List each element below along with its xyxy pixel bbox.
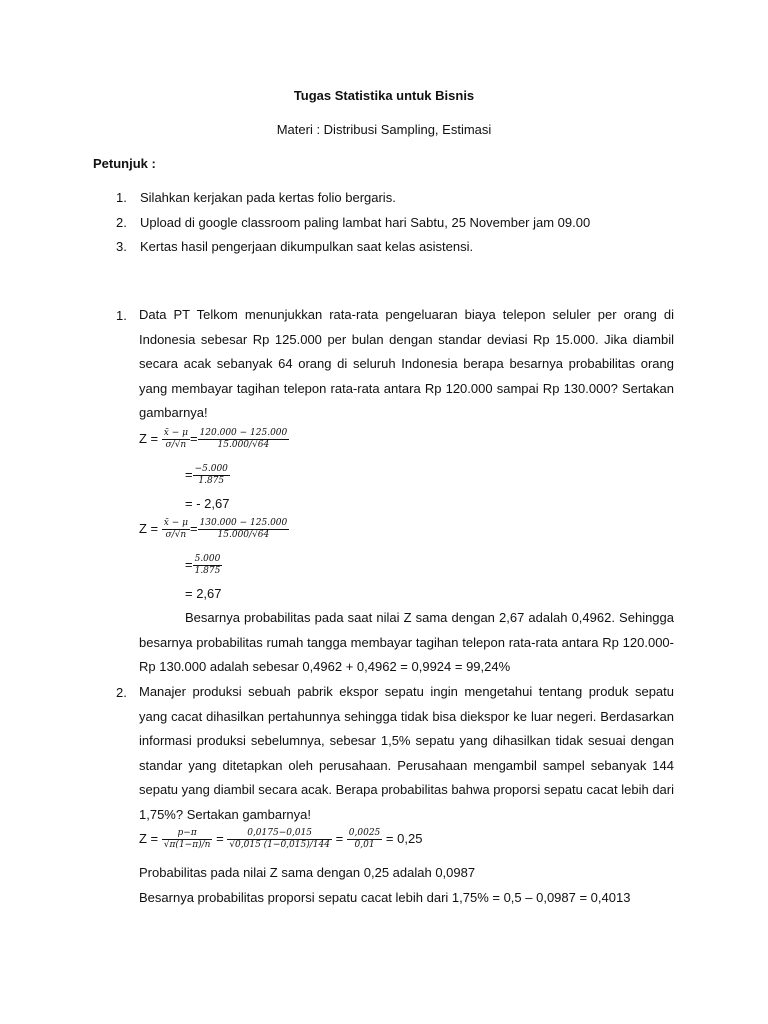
q2-result: = 0,25 <box>385 830 423 846</box>
q1-result-1: = - 2,67 <box>185 496 230 511</box>
instructions-heading: Petunjuk : <box>93 156 156 171</box>
q2-line-2: Besarnya probabilitas proporsi sepatu cacat lebih dari 1,75% = 0,5 – 0,0987 = 0,4013 <box>139 890 631 905</box>
question-2-text: Manajer produksi sebuah pabrik ekspor sepatu ingin mengetahui tentang produk sepatu yang cacat dihasilkan pertahunnya sehingga tidak bisa diekspor ke luar negeri. Berdasarkan informasi produksi sebelumnya, sebesar 1,5% sepatu yang dihasilkan tidak sesuai dengan standar yang ditetapkan oleh perusahaan. Perusahaan mengambil sampel sebanyak 144 sepatu yang diambil secara acak. Berapa probabilitas bahwa proporsi sepatu cacat lebih dari 1,75%? Sertakan gambarnya! <box>139 684 674 822</box>
q1-fraction-1: $\frac{120.000 - 125.000}{15.000/√64}$ <box>199 428 288 450</box>
question-2-number: 2. <box>116 685 127 700</box>
proportion-formula: $\frac{p-\pi}{√\pi(1-\pi)/n}$ <box>163 828 211 850</box>
instruction-number: 1. <box>116 190 127 205</box>
q1-equation-2: Z = $\frac{x̄ - \mu}{\sigma/√n}$ = $\frac{130.000 - 125.000}{15.000/√64}$ <box>139 518 288 540</box>
instruction-number: 2. <box>116 215 127 230</box>
question-1-text: Data PT Telkom menunjukkan rata-rata pengeluaran biaya telepon seluler per orang di Indonesia sebesar Rp 125.000 per bulan dengan standar deviasi Rp 15.000. Jika diambil secara acak sebanyak 64 orang di seluruh Indonesia berapa besarnya probabilitas orang yang membayar tagihan telepon rata-rata antara Rp 120.000 sampai Rp 130.000? Sertakan gambarnya! <box>139 307 674 420</box>
instruction-item <box>116 190 396 205</box>
instruction-text: Kertas hasil pengerjaan dikumpulkan saat kelas asistensi. <box>140 239 474 254</box>
q2-fraction: $\frac{0,0175-0,015}{√0,015 (1-0,015)/144}$ <box>229 828 330 850</box>
q1-simplified-2: $\frac{5.000}{1.875}$ <box>194 554 221 576</box>
q1-result-2: = 2,67 <box>185 586 222 601</box>
document-title: Tugas Statistika untuk Bisnis <box>293 88 475 103</box>
z-label: Z = <box>139 430 159 446</box>
q2-equation: Z = $\frac{p-\pi}{√\pi(1-\pi)/n}$ = $\frac{0,0175-0,015}{√0,015 (1-0,015)/144}$ = $\frac{0,0025}{0,01}$ = 0,25 <box>139 828 423 850</box>
q2-simplified: $\frac{0,0025}{0,01}$ <box>348 828 381 850</box>
question-1-number: 1. <box>116 308 127 323</box>
q1-fraction-2: $\frac{130.000 - 125.000}{15.000/√64}$ <box>199 518 288 540</box>
z-formula: $\frac{x̄ - \mu}{\sigma/√n}$ <box>163 518 188 540</box>
document-subtitle: Materi : Distribusi Sampling, Estimasi <box>276 122 492 137</box>
q1-step-1: = $\frac{-5.000}{1.875}$ <box>185 464 228 486</box>
instruction-text: Upload di google classroom paling lambat hari Sabtu, 25 November jam 09.00 <box>140 215 591 230</box>
q1-simplified-1: $\frac{-5.000}{1.875}$ <box>194 464 228 486</box>
z-label: Z = <box>139 520 159 536</box>
instruction-item <box>116 215 591 230</box>
q2-line-1: Probabilitas pada nilai Z sama dengan 0,25 adalah 0,0987 <box>139 865 476 880</box>
instruction-number: 3. <box>116 239 127 254</box>
instruction-item <box>116 239 474 254</box>
z-formula: $\frac{x̄ - \mu}{\sigma/√n}$ <box>163 428 188 450</box>
q1-step-2: = $\frac{5.000}{1.875}$ <box>185 554 221 576</box>
q1-conclusion: Besarnya probabilitas pada saat nilai Z sama dengan 2,67 adalah 0,4962. Sehingga besarnya probabilitas rumah tangga membayar tagihan telepon rata-rata antara Rp 120.000-Rp 130.000 adalah sebesar 0,4962 + 0,4962 = 0,9924 = 99,24% <box>139 610 674 674</box>
instruction-text: Silahkan kerjakan pada kertas folio bergaris. <box>140 190 396 205</box>
z-label: Z = <box>139 830 159 846</box>
q1-equation-1: Z = $\frac{x̄ - \mu}{\sigma/√n}$ = $\frac{120.000 - 125.000}{15.000/√64}$ <box>139 428 288 450</box>
